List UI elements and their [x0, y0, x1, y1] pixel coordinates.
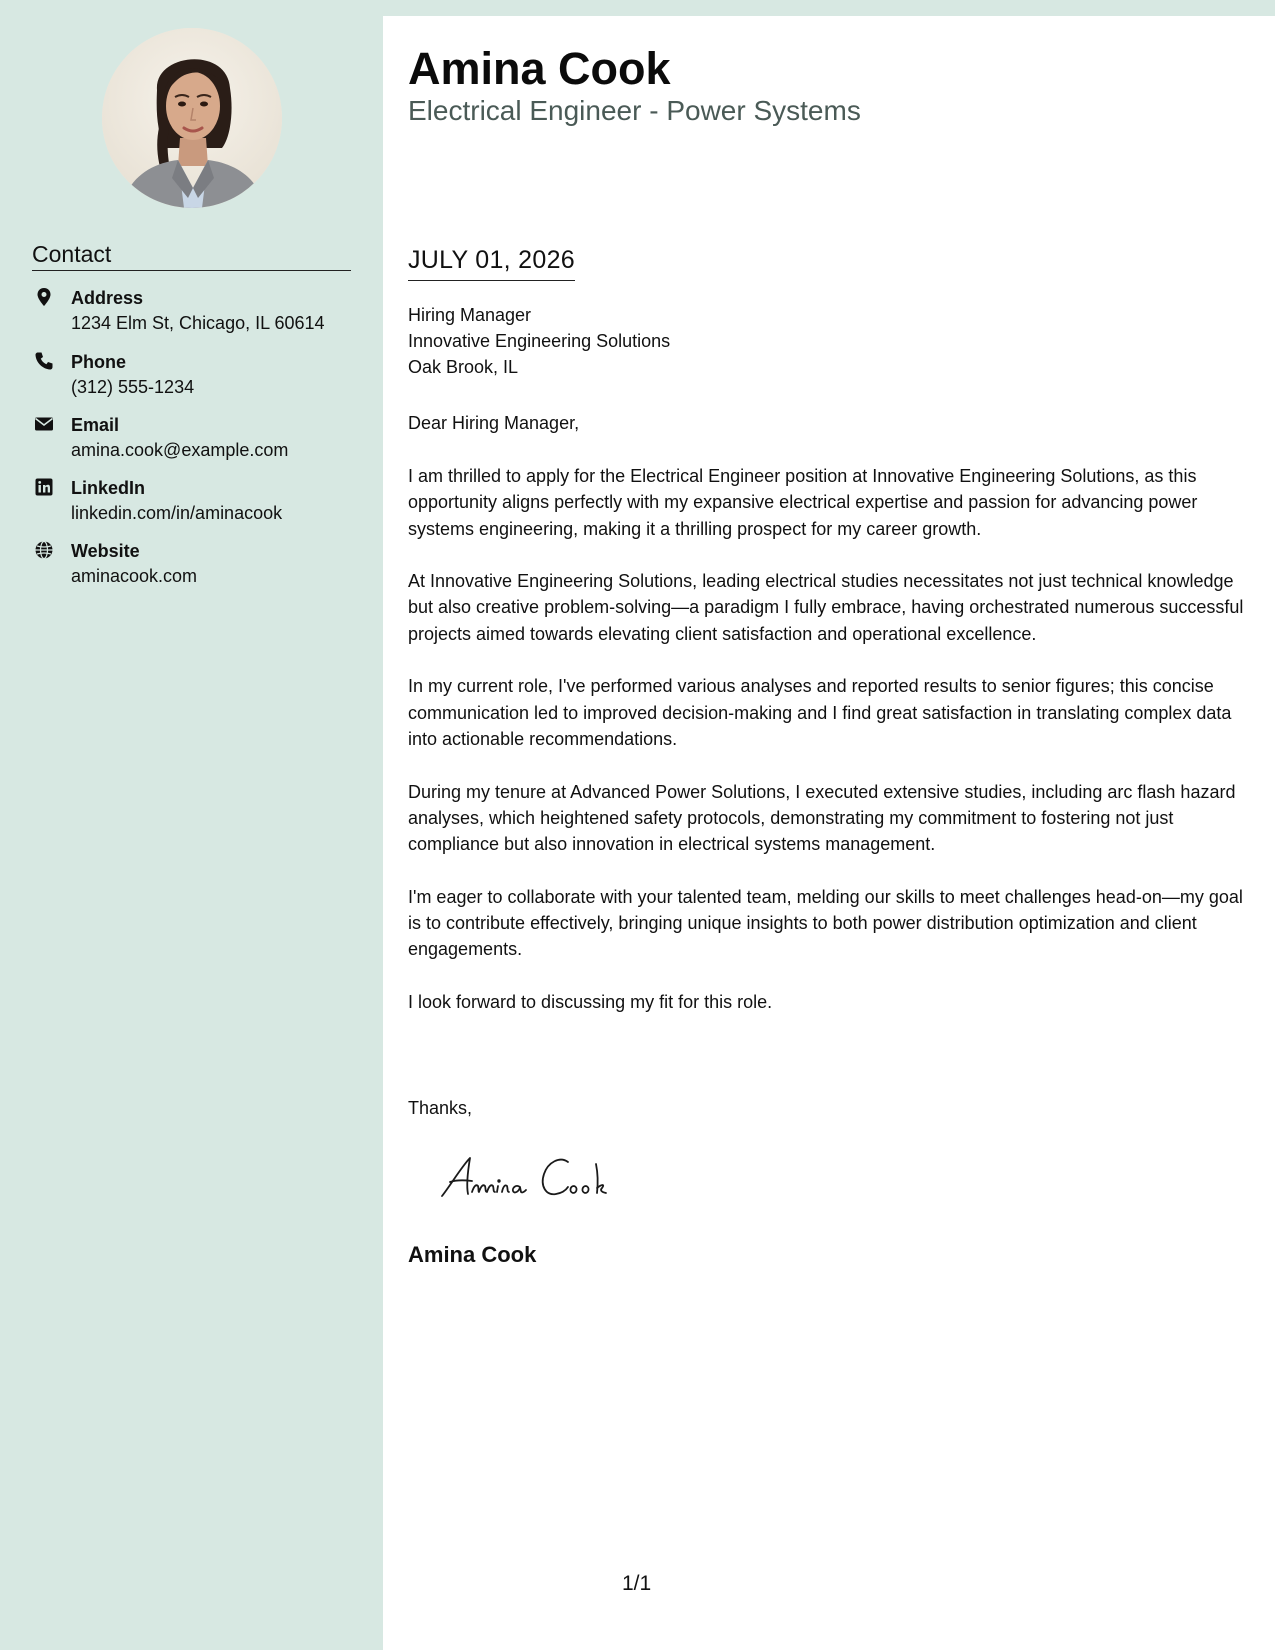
recipient-company: Innovative Engineering Solutions: [408, 331, 671, 351]
linkedin-icon: [34, 477, 54, 497]
job-title: Electrical Engineer - Power Systems: [408, 95, 861, 126]
letter-date: JULY 01, 2026: [408, 244, 575, 281]
profile-photo: [102, 28, 282, 208]
signed-name: Amina Cook: [408, 1242, 537, 1267]
contact-value-linkedin: linkedin.com/in/aminacook: [71, 503, 283, 523]
letter-body: [408, 463, 1253, 1042]
paragraph: I look forward to discussing my fit for this role.: [408, 991, 773, 1012]
contact-label-linkedin: LinkedIn: [71, 478, 146, 498]
contact-label-email: Email: [71, 415, 120, 435]
paragraph: In my current role, I've performed various analyses and reported results to senior figures; this concise communication led to improved decision-making and I find great satisfaction in translating complex data into actionable recommendations.: [408, 676, 1232, 749]
recipient-block: [408, 302, 670, 380]
greeting: Dear Hiring Manager,: [408, 413, 580, 433]
contact-value-website: aminacook.com: [71, 566, 198, 586]
paragraph: During my tenure at Advanced Power Solutions, I executed extensive studies, including arc flash hazard analyses, which heightened safety protocols, demonstrating my commitment to fostering not just compliance but also innovation in electrical systems management.: [408, 781, 1236, 855]
paragraph: I am thrilled to apply for the Electrical Engineer position at Innovative Engineering Solutions, as this opportunity aligns perfectly with my expansive electrical expertise and passion for advancing power systems engineering, making it a thrilling prospect for my career growth.: [408, 466, 1198, 539]
contact-value-phone: (312) 555-1234: [71, 377, 195, 397]
recipient-location: Oak Brook, IL: [408, 357, 519, 377]
closing: Thanks,: [408, 1098, 473, 1118]
contact-value-address: 1234 Elm St, Chicago, IL 60614: [71, 313, 325, 333]
contact-label-website: Website: [71, 541, 140, 561]
paragraph: At Innovative Engineering Solutions, leading electrical studies necessitates not just technical knowledge but also creative problem-solving—a paradigm I fully embrace, having orchestrated numerous successful projects aimed towards elevating client satisfaction and operational excellence.: [408, 571, 1244, 644]
contact-value-email: amina.cook@example.com: [71, 440, 289, 460]
envelope-icon: [34, 414, 54, 434]
handwritten-signature: [436, 1148, 646, 1208]
contact-heading: Contact: [32, 240, 351, 271]
location-pin-icon: [34, 287, 54, 307]
page-number: 1/1: [622, 1572, 652, 1595]
phone-icon: [34, 351, 54, 371]
paragraph: I'm eager to collaborate with your talented team, melding our skills to meet challenges head-on—my goal is to contribute effectively, bringing unique insights to both power distribution optimization and client engagements.: [408, 886, 1243, 960]
contact-label-address: Address: [71, 288, 144, 308]
applicant-name: Amina Cook: [408, 43, 671, 94]
globe-icon: [34, 540, 54, 560]
contact-label-phone: Phone: [71, 352, 127, 372]
recipient-name: Hiring Manager: [408, 305, 532, 325]
